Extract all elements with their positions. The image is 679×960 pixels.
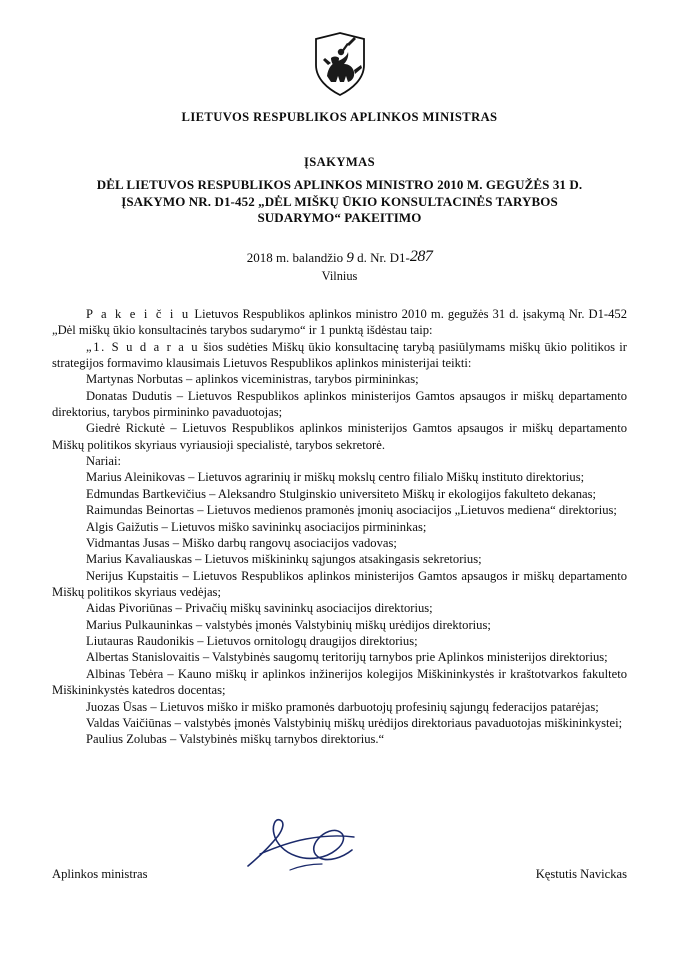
signature-area	[52, 796, 627, 882]
list-item: Vidmantas Jusas – Miško darbų rangovų asociacijos vadovas;	[86, 535, 397, 550]
signatory-name: Kęstutis Navickas	[535, 867, 627, 881]
city-label: Vilnius	[321, 268, 358, 283]
board-member-chair: Martynas Norbutas – aplinkos viceministras, tarybos pirmininkas;	[86, 372, 419, 387]
paragraph-sudarau	[52, 339, 627, 372]
paragraph-text-2: šios sudėties Miškų ūkio konsultacinę tarybą pasiūlymams miškų ūkio politikos ir strategijos formavimo klausimais Lietuvos Respublikos aplinkos ministerijai teikti:	[52, 339, 627, 370]
list-item: Marius Pulkauninkas – valstybės įmonės Valstybinių miškų urėdijos direktorius;	[86, 617, 491, 632]
list-item: Albinas Tebėra – Kauno miškų ir aplinkos inžinerijos kolegijos Miškininkystės ir kraštotvarkos fakulteto Miškininkystės katedros docentas;	[52, 666, 627, 698]
list-item: Paulius Zolubas – Valstybinės miškų tarnybos direktorius.“	[86, 732, 385, 747]
document-title-line-1: DĖL LIETUVOS RESPUBLIKOS APLINKOS MINISTRO 2010 M. GEGUŽĖS 31 D.	[96, 177, 583, 192]
list-item: Liutauras Raudonikis – Lietuvos ornitologų draugijos direktorius;	[86, 634, 418, 649]
signatory-role: Aplinkos ministras	[52, 867, 148, 881]
date-prefix: 2018 m. balandžio	[246, 249, 344, 265]
list-item: Raimundas Beinortas – Lietuvos medienos pramonės įmonių asociacijos „Lietuvos mediena“ direktorius;	[86, 503, 617, 518]
list-item: Valdas Vaičiūnas – valstybės įmonės Valstybinių miškų urėdijos direktoriaus pavaduotojas miškininkystei;	[86, 715, 623, 730]
document-body	[52, 306, 627, 748]
document-type-heading: ĮSAKYMAS	[303, 155, 376, 169]
list-item: Marius Kavaliauskas – Lietuvos miškininkų sąjungos atsakingasis sekretorius;	[86, 552, 482, 567]
board-member-secretary: Giedrė Rickutė – Lietuvos Respublikos aplinkos ministerijos Gamtos apsaugos ir miškų departamento Miškų politikos skyriaus vyriausioji specialistė, tarybos sekretorė.	[52, 421, 627, 452]
handwritten-registration-number: 287	[409, 247, 433, 265]
paragraph-lead-2: „1. S u d a r a u	[86, 339, 200, 354]
handwritten-day: 9	[346, 249, 354, 266]
lithuania-coat-of-arms-vytis-icon	[314, 32, 366, 96]
document-title-line-2: ĮSAKYMO NR. D1-452 „DĖL MIŠKŲ ŪKIO KONSULTACINĖS TARYBOS	[121, 193, 558, 209]
members-heading: Nariai:	[86, 454, 121, 469]
list-item: Aidas Pivoriūnas – Privačių miškų savininkų asociacijos direktorius;	[86, 601, 433, 616]
board-member-vicechair: Donatas Dudutis – Lietuvos Respublikos aplinkos ministerijos Gamtos apsaugos ir miškų departamento direktorius, tarybos pirmininko pavaduotojas;	[52, 388, 627, 420]
list-item: Algis Gaižutis – Lietuvos miško savininkų asociacijos pirmininkas;	[86, 519, 427, 534]
document-date-line	[52, 249, 627, 267]
paragraph-lead-1: P a k e i č i u	[86, 306, 191, 321]
date-number-label: d. Nr. D1-	[357, 249, 410, 265]
signature-row	[52, 867, 627, 882]
ministry-heading: LIETUVOS RESPUBLIKOS APLINKOS MINISTRAS	[181, 110, 498, 124]
list-item: Marius Aleinikovas – Lietuvos agrarinių ir miškų mokslų centro filialo Miškų instituto direktorius;	[86, 470, 585, 485]
list-item: Nerijus Kupstaitis – Lietuvos Respublikos aplinkos ministerijos Gamtos apsaugos ir miškų departamento Miškų politikos skyriaus vedėjas;	[52, 568, 627, 599]
list-item: Edmundas Bartkevičius – Aleksandro Stulginskio universiteto Miškų ir ekologijos fakulteto dekanas;	[86, 486, 596, 501]
emblem-container	[52, 32, 627, 96]
list-item: Juozas Ūsas – Lietuvos miško ir miško pramonės darbuotojų profesinių sąjungų federacijos patarėjas;	[86, 699, 599, 714]
list-item: Albertas Stanislovaitis – Valstybinės saugomų teritorijų tarnybos prie Aplinkos ministerijos direktorius;	[86, 650, 608, 665]
document-title-line-3: SUDARYMO“ PAKEITIMO	[257, 210, 422, 226]
paragraph-pakeiciu	[52, 306, 627, 339]
document-title	[52, 177, 627, 227]
paragraph-text-1: Lietuvos Respublikos aplinkos ministro 2010 m. gegužės 31 d. įsakymą Nr. D1-452 „Dėl miškų ūkio konsultacinės tarybos sudarymo“ ir 1 punktą išdėstau taip:	[52, 306, 628, 338]
